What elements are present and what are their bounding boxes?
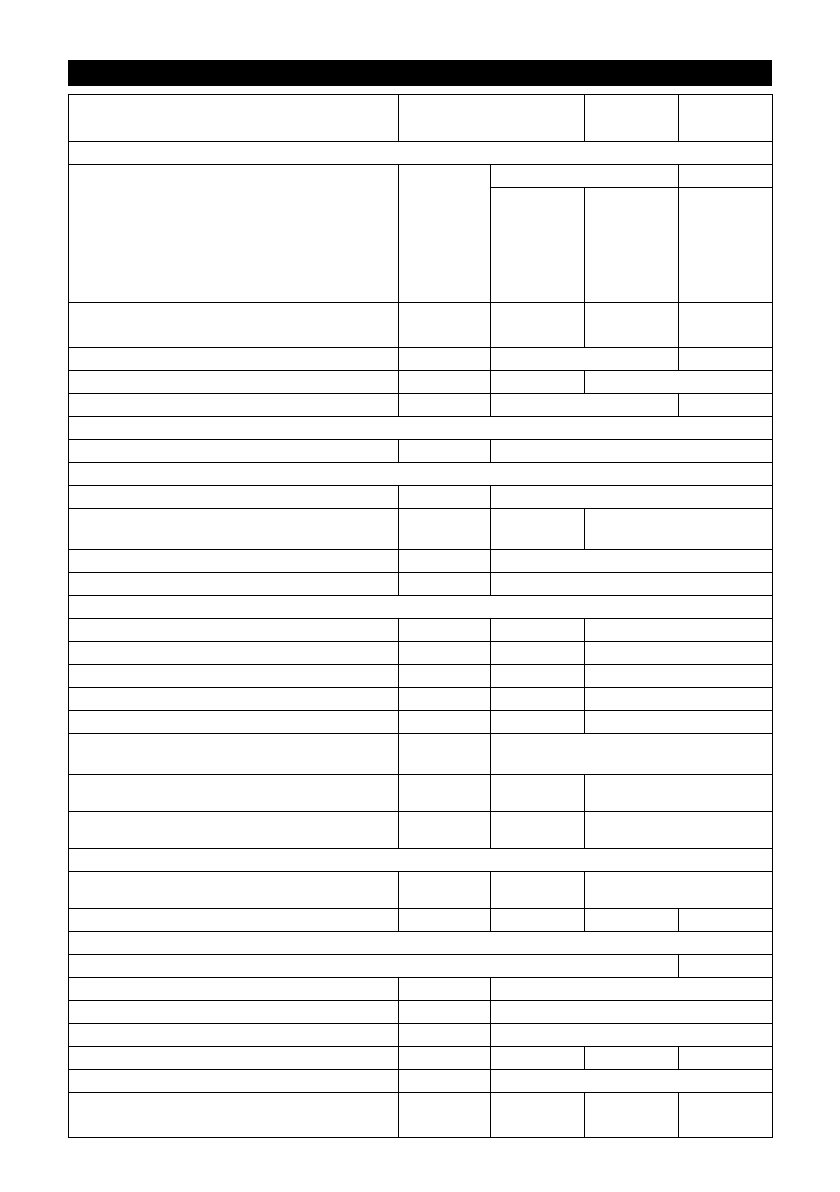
band-row xyxy=(69,955,773,978)
cell-label xyxy=(69,872,399,909)
cell-label xyxy=(69,440,399,463)
cell-value xyxy=(399,734,491,775)
cell-value xyxy=(585,371,773,394)
cell-value xyxy=(679,1047,773,1070)
band-row xyxy=(69,932,773,955)
data-row xyxy=(69,688,773,711)
cell-value xyxy=(679,909,773,932)
cell-value xyxy=(679,303,773,348)
cell-value xyxy=(491,665,585,688)
cell-label xyxy=(69,394,399,417)
cell-value xyxy=(399,95,585,142)
cell-value xyxy=(491,371,585,394)
data-row xyxy=(69,1024,773,1047)
cell-value xyxy=(399,573,491,596)
cell-value xyxy=(491,573,773,596)
cell-value xyxy=(491,909,585,932)
cell-value xyxy=(491,1001,773,1024)
cell-value xyxy=(399,1024,491,1047)
cell-value xyxy=(491,872,585,909)
cell-value xyxy=(585,775,773,812)
band-row xyxy=(69,142,773,165)
cell-value xyxy=(399,688,491,711)
cell-label xyxy=(69,688,399,711)
cell-value xyxy=(491,165,679,188)
cell-label xyxy=(69,978,399,1001)
cell-value xyxy=(585,509,773,550)
cell-value xyxy=(399,486,491,509)
cell-label xyxy=(69,573,399,596)
cell-value xyxy=(399,665,491,688)
cell-value xyxy=(399,1047,491,1070)
cell-band xyxy=(69,142,773,165)
cell-value xyxy=(585,872,773,909)
data-row xyxy=(69,642,773,665)
cell-label xyxy=(69,1001,399,1024)
data-row xyxy=(69,1093,773,1138)
data-row xyxy=(69,872,773,909)
cell-value xyxy=(399,1093,491,1138)
data-row xyxy=(69,665,773,688)
cell-value xyxy=(399,348,491,371)
data-row xyxy=(69,1001,773,1024)
header-row xyxy=(69,95,773,142)
cell-value xyxy=(491,734,773,775)
cell-value xyxy=(399,165,491,303)
cell-value xyxy=(491,688,585,711)
cell-label xyxy=(69,1070,399,1093)
cell-value xyxy=(585,711,773,734)
cell-value xyxy=(399,872,491,909)
cell-value xyxy=(399,1001,491,1024)
data-row xyxy=(69,734,773,775)
cell-value xyxy=(399,509,491,550)
cell-value xyxy=(491,303,585,348)
cell-band xyxy=(69,596,773,619)
specification-table xyxy=(68,94,773,1138)
cell-value xyxy=(399,303,491,348)
data-row xyxy=(69,775,773,812)
cell-label xyxy=(69,642,399,665)
cell-value xyxy=(491,1093,585,1138)
cell-value xyxy=(491,348,679,371)
cell-label xyxy=(69,303,399,348)
cell-label xyxy=(69,95,399,142)
data-row xyxy=(69,486,773,509)
cell-value xyxy=(585,619,773,642)
cell-label xyxy=(69,909,399,932)
cell-value xyxy=(491,486,773,509)
cell-value xyxy=(491,188,585,303)
cell-label xyxy=(69,371,399,394)
band-row xyxy=(69,463,773,486)
data-row xyxy=(69,711,773,734)
group-head-row xyxy=(69,165,773,188)
data-row xyxy=(69,619,773,642)
cell-value xyxy=(491,812,585,849)
cell-value xyxy=(491,1070,773,1093)
cell-value xyxy=(679,188,773,303)
cell-value xyxy=(399,619,491,642)
cell-value xyxy=(679,955,773,978)
band-row xyxy=(69,849,773,872)
cell-value xyxy=(399,775,491,812)
cell-band xyxy=(69,849,773,872)
cell-value xyxy=(399,440,491,463)
sub-row xyxy=(69,303,773,348)
data-row xyxy=(69,394,773,417)
cell-value xyxy=(679,165,773,188)
data-row xyxy=(69,573,773,596)
cell-value xyxy=(585,188,679,303)
cell-label xyxy=(69,775,399,812)
cell-value xyxy=(399,812,491,849)
cell-value xyxy=(679,348,773,371)
data-row xyxy=(69,509,773,550)
cell-value xyxy=(585,812,773,849)
cell-label xyxy=(69,1093,399,1138)
cell-label xyxy=(69,509,399,550)
document-title-bar xyxy=(68,60,772,86)
cell-value xyxy=(491,509,585,550)
data-row xyxy=(69,371,773,394)
cell-value xyxy=(491,978,773,1001)
cell-label xyxy=(69,734,399,775)
cell-value xyxy=(491,619,585,642)
band-row xyxy=(69,417,773,440)
cell-label xyxy=(69,486,399,509)
cell-band xyxy=(69,955,679,978)
cell-value xyxy=(491,642,585,665)
cell-value xyxy=(585,303,679,348)
cell-value xyxy=(585,1047,679,1070)
cell-value xyxy=(399,642,491,665)
cell-value xyxy=(491,394,679,417)
cell-label xyxy=(69,165,399,303)
cell-value xyxy=(399,711,491,734)
cell-label xyxy=(69,1047,399,1070)
cell-value xyxy=(585,688,773,711)
cell-band xyxy=(69,463,773,486)
cell-band xyxy=(69,417,773,440)
cell-label xyxy=(69,711,399,734)
cell-label xyxy=(69,348,399,371)
data-row xyxy=(69,1070,773,1093)
data-row xyxy=(69,1047,773,1070)
cell-value xyxy=(679,95,773,142)
cell-value xyxy=(491,1047,585,1070)
data-row xyxy=(69,978,773,1001)
cell-value xyxy=(585,1093,679,1138)
cell-value xyxy=(399,1070,491,1093)
cell-value xyxy=(585,909,679,932)
cell-band xyxy=(69,932,773,955)
cell-value xyxy=(399,394,491,417)
cell-value xyxy=(399,371,491,394)
cell-value xyxy=(585,665,773,688)
data-row xyxy=(69,440,773,463)
cell-label xyxy=(69,665,399,688)
data-row xyxy=(69,348,773,371)
cell-label xyxy=(69,1024,399,1047)
data-row xyxy=(69,550,773,573)
cell-label xyxy=(69,812,399,849)
cell-value xyxy=(399,550,491,573)
data-row xyxy=(69,909,773,932)
cell-label xyxy=(69,619,399,642)
cell-value xyxy=(491,550,773,573)
data-row xyxy=(69,812,773,849)
cell-value xyxy=(585,642,773,665)
cell-value xyxy=(491,440,773,463)
cell-value xyxy=(399,909,491,932)
cell-value xyxy=(679,1093,773,1138)
cell-value xyxy=(491,711,585,734)
cell-value xyxy=(585,95,679,142)
cell-value xyxy=(491,775,585,812)
cell-value xyxy=(679,394,773,417)
cell-value xyxy=(491,1024,773,1047)
document-body xyxy=(68,60,772,1138)
cell-label xyxy=(69,550,399,573)
cell-value xyxy=(399,978,491,1001)
band-row xyxy=(69,596,773,619)
